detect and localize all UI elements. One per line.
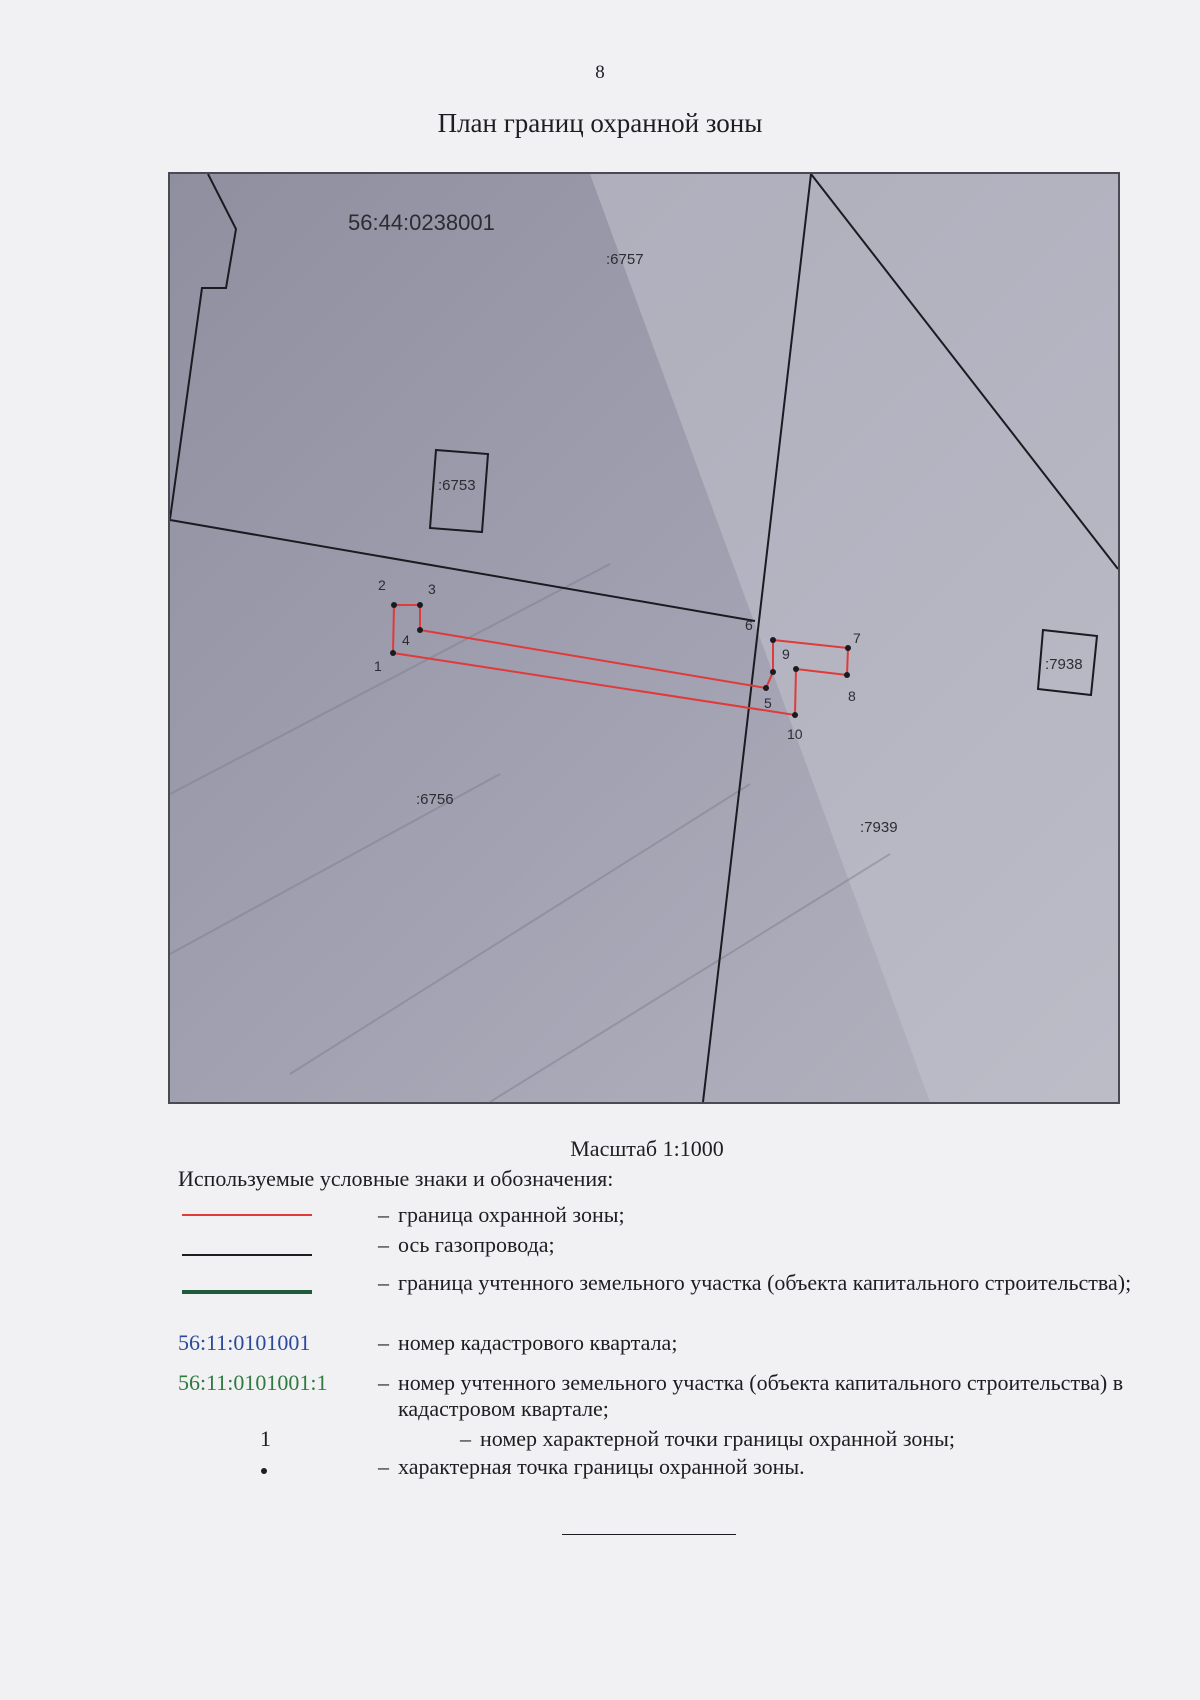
black-line-symbol bbox=[182, 1254, 312, 1256]
point-label-10: 10 bbox=[787, 726, 803, 742]
end-rule bbox=[562, 1534, 736, 1535]
legend-item-point-number: 1 – номер характерной точки границы охранной зоны; bbox=[178, 1426, 1138, 1454]
point-number-sample: 1 bbox=[260, 1426, 271, 1451]
point-label-1: 1 bbox=[374, 658, 382, 674]
point-label-3: 3 bbox=[428, 581, 436, 597]
green-line-symbol bbox=[182, 1290, 312, 1294]
parcel-label-6757: :6757 bbox=[606, 251, 644, 268]
point-label-4: 4 bbox=[402, 632, 410, 648]
legend-item-parcel-boundary: – граница учтенного земельного участка (объекта капитального строительства); bbox=[178, 1270, 1138, 1330]
legend-item-pipeline-axis: – ось газопровода; bbox=[178, 1232, 1138, 1270]
parcel-label-7939: :7939 bbox=[860, 819, 898, 836]
parcel-label-6753: :6753 bbox=[438, 477, 476, 494]
point-label-5: 5 bbox=[764, 695, 772, 711]
boundary-plan-map bbox=[168, 172, 1120, 1104]
parcel-number-sample: 56:11:0101001:1 bbox=[178, 1370, 328, 1395]
legend-item-zone-boundary: – граница охранной зоны; bbox=[178, 1202, 1138, 1232]
map-scale: Масштаб 1:1000 bbox=[570, 1136, 724, 1161]
point-label-6: 6 bbox=[745, 617, 753, 633]
point-label-9: 9 bbox=[782, 646, 790, 662]
legend bbox=[178, 1202, 1138, 1484]
point-label-8: 8 bbox=[848, 688, 856, 704]
quarter-number-sample: 56:11:0101001 bbox=[178, 1330, 311, 1355]
red-line-symbol bbox=[182, 1214, 312, 1216]
document-title: План границ охранной зоны bbox=[437, 108, 763, 138]
parcel-label-7938: :7938 bbox=[1045, 656, 1083, 673]
point-label-7: 7 bbox=[853, 630, 861, 646]
page-number: 8 bbox=[595, 62, 605, 83]
point-label-2: 2 bbox=[378, 577, 386, 593]
parcel-label-6756: :6756 bbox=[416, 791, 454, 808]
legend-item-point-dot: – характерная точка границы охранной зоны. bbox=[178, 1454, 1138, 1484]
legend-item-parcel-number: 56:11:0101001:1 – номер учтенного земельного участка (объекта капитального строительства) в кадастровом квартале; bbox=[178, 1370, 1124, 1421]
point-dot-symbol bbox=[261, 1468, 267, 1474]
cadastral-quarter-label: 56:44:0238001 bbox=[348, 210, 495, 235]
legend-heading: Используемые условные знаки и обозначения: bbox=[178, 1166, 614, 1191]
legend-item-quarter-number: 56:11:0101001 – номер кадастрового квартала; bbox=[178, 1330, 678, 1355]
